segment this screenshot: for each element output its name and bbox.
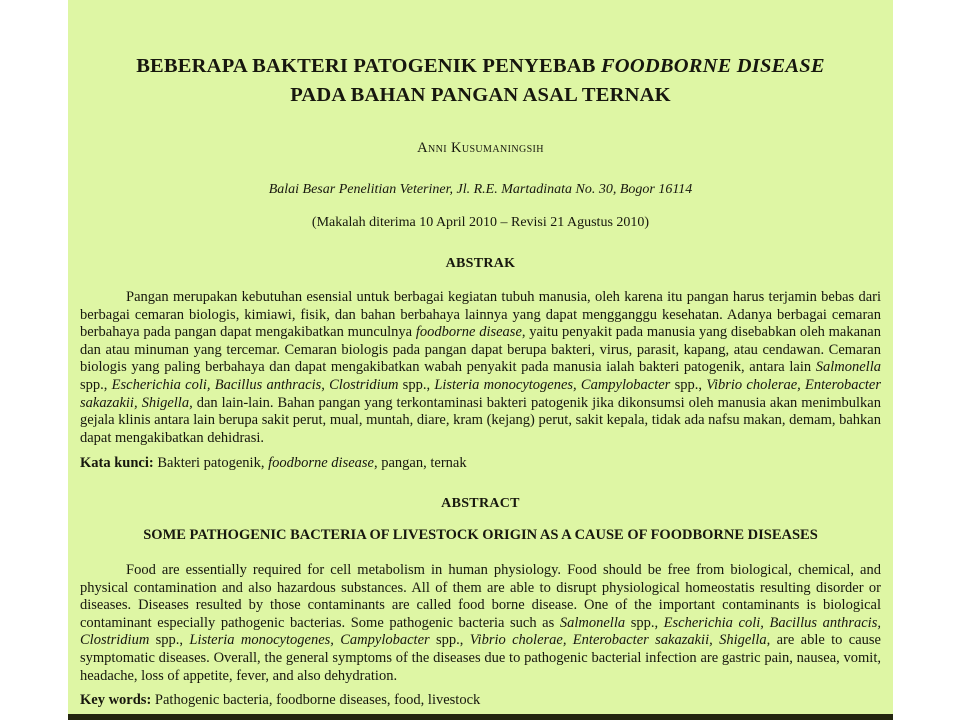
affiliation-line: Balai Besar Penelitian Veteriner, Jl. R.E. Martadinata No. 30, Bogor 16114 xyxy=(268,182,693,197)
paper-title-line-1: BEBERAPA BAKTERI PATOGENIK PENYEBAB FOODBORNE DISEASE xyxy=(136,55,825,77)
abstrak-paragraph: Pangan merupakan kebutuhan esensial untuk berbagai kegiatan tubuh manusia, oleh karena itu pangan harus terjamin bebas dari berbagai cemaran biologis, kimiawi, fisik, dan bahan berbahaya lainnya yang dapat mengganggu kesehatan. Adanya berbagai cemaran berbahaya pada pangan dapat mengakibatkan munculnya foodborne disease, yaitu penyakit pada manusia yang disebabkan oleh makanan dan atau minuman yang tercemar. Cemaran biologis pada pangan dapat berupa bakteri, virus, parasit, kapang, atau cendawan. Cemaran biologis yang paling berbahaya dan dapat mengakibatkan wabah penyakit pada manusia ialah bakteri patogenik, antara lain Salmonella spp., Escherichia coli, Bacillus anthracis, Clostridium spp., Listeria monocytogenes, Campylobacter spp., Vibrio cholerae, Enterobacter sakazakii, Shigella, dan lain-lain. Bahan pangan yang terkontaminasi bakteri patogenik jika dikonsumsi oleh manusia akan menimbulkan gejala klinis antara lain berupa sakit perut, mual, muntah, diare, kram (kejang) perut, sakit kepala, tidak ada nafsu makan, demam, bahkan dapat mengakibatkan dehidrasi. xyxy=(80,289,881,446)
paper-title xyxy=(80,0,881,110)
page-bottom-edge xyxy=(68,714,893,720)
abstract-subtitle: SOME PATHOGENIC BACTERIA OF LIVESTOCK ORIGIN AS A CAUSE OF FOODBORNE DISEASES xyxy=(143,526,818,543)
paper-title-line-2: PADA BAHAN PANGAN ASAL TERNAK xyxy=(290,84,671,106)
kata-kunci-line: Kata kunci: Bakteri patogenik, foodborne disease, pangan, ternak xyxy=(80,455,467,472)
paper-page xyxy=(68,0,893,714)
key-words-line: Key words: Pathogenic bacteria, foodborne diseases, food, livestock xyxy=(80,692,481,709)
author-name: Anni Kusumaningsih xyxy=(417,140,544,156)
abstrak-heading: ABSTRAK xyxy=(445,256,516,271)
abstract-heading: ABSTRACT xyxy=(441,495,520,511)
received-revised-note: (Makalah diterima 10 April 2010 – Revisi 21 Agustus 2010) xyxy=(311,215,650,230)
abstract-paragraph: Food are essentially required for cell metabolism in human physiology. Food should be free from biological, chemical, and physical contamination and also hazardous substances. All of them are able to disrupt physiological homeostatis resulting disorder or diseases. Diseases resulted by those contaminants are called food borne disease. One of the important contaminants is biological contaminant especially pathogenic bacterias. Some pathogenic bacteria such as Salmonella spp., Escherichia coli, Bacillus anthracis, Clostridium spp., Listeria monocytogenes, Campylobacter spp., Vibrio cholerae, Enterobacter sakazakii, Shigella, are able to cause symptomatic diseases. Overall, the general symptoms of the diseases due to pathogenic bacterial infection are gastric pain, nausea, vomit, headache, loss of appetite, fever, and also dehydration. xyxy=(80,561,881,684)
